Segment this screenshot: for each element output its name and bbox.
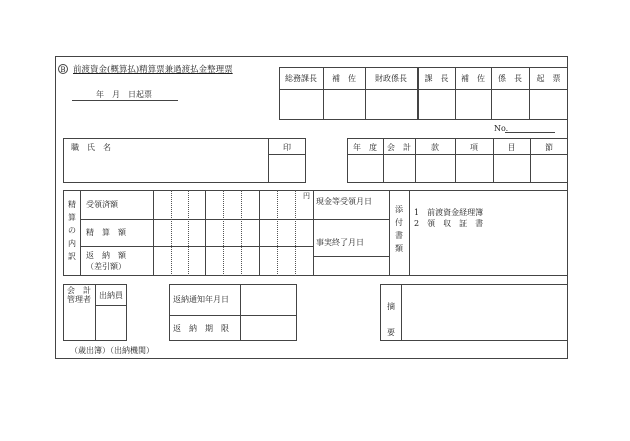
attach-item: 1 前渡資金経理簿 [414, 208, 484, 217]
remarks-box [380, 284, 568, 341]
date-label: 現金等受領月日 [316, 197, 372, 206]
approval-label: 補 佐 [332, 74, 356, 83]
footer-label: （歳出簿）（出納機関） [70, 346, 154, 355]
approval-label: 起 票 [536, 74, 561, 83]
approval-label: 係 長 [498, 74, 522, 83]
no-underline [505, 132, 555, 133]
no-label: No. [494, 124, 509, 133]
date-underline [72, 100, 178, 101]
budget-header: 款 [431, 143, 439, 152]
settlement-row-label: （差引額） [86, 262, 126, 271]
approval-label: 補 佐 [461, 74, 485, 83]
attach-item: 2 領 収 証 書 [414, 219, 484, 228]
budget-header: 年 度 [353, 143, 377, 152]
budget-header: 項 [470, 143, 478, 152]
form-title: 前渡資金(概算払)精算票兼過渡払金整理票 [73, 65, 233, 75]
approval-label: 財政係長 [375, 74, 407, 83]
approval-label: 総務課長 [285, 74, 317, 83]
remarks-label: 摘要 [387, 302, 395, 337]
settlement-row-label: 精 算 額 [86, 228, 126, 237]
name-label: 職 氏 名 [71, 143, 111, 152]
budget-header: 節 [545, 143, 553, 152]
settlement-row-label: 返 納 額 [86, 251, 126, 260]
budget-header: 会 計 [387, 143, 411, 152]
accounting-manager-label: 会 計 管理者 [67, 286, 91, 304]
approval-label: 課 長 [424, 74, 449, 83]
b-mark-icon: B [58, 64, 68, 74]
date-label: 事実終了月日 [316, 238, 364, 247]
yen-label: 円 [303, 192, 310, 200]
return-notice-date-label: 返納通知年月日 [173, 295, 229, 304]
return-deadline-label: 返 納 期 限 [173, 324, 229, 333]
attach-label: 添付書類 [395, 205, 403, 253]
budget-header: 目 [507, 143, 516, 152]
cashier-label: 出納員 [99, 291, 123, 300]
seal-label: 印 [283, 143, 291, 152]
settlement-row-label: 受領済額 [86, 200, 118, 209]
settlement-side-label: 精算の内訳 [68, 200, 76, 261]
date-line: 年 月 日起票 [96, 90, 152, 99]
